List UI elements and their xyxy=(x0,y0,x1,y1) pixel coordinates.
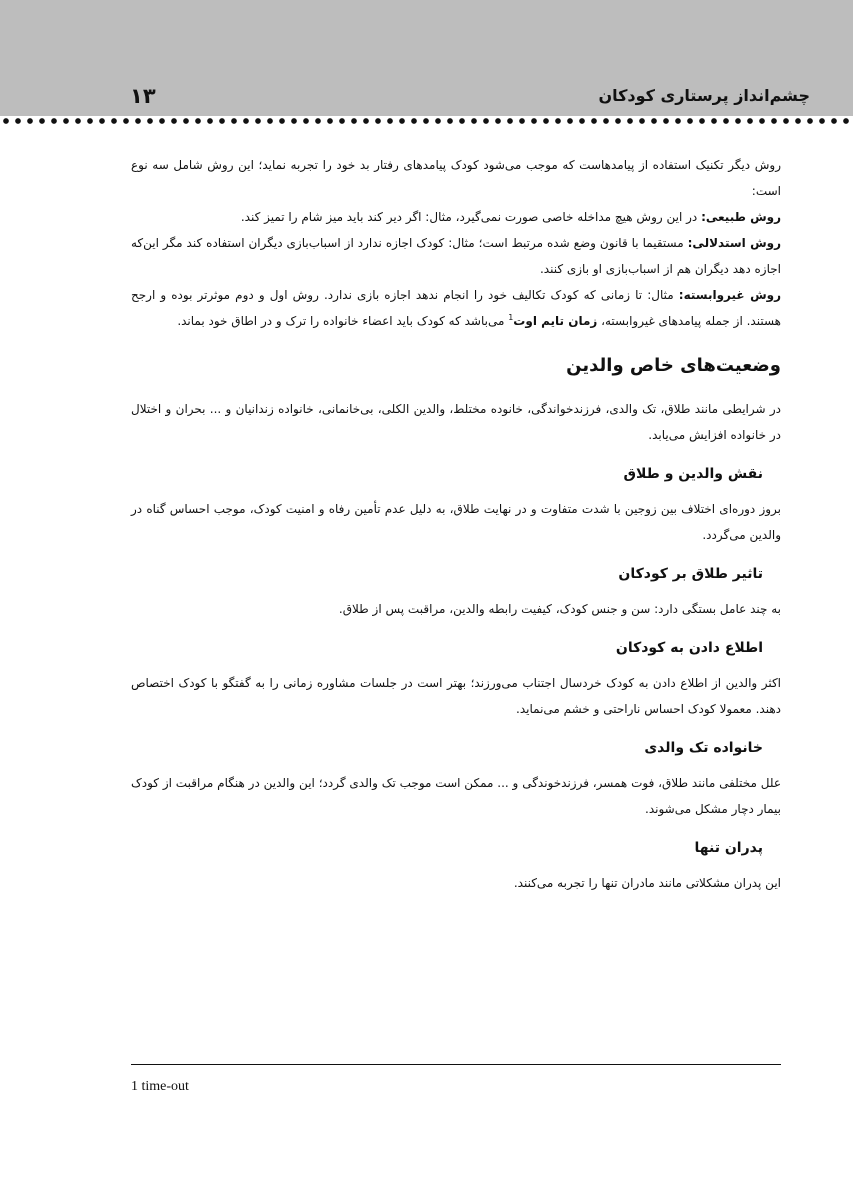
book-title: چشم‌انداز پرستاری کودکان xyxy=(598,86,810,105)
natural-method-term: روش طبیعی: xyxy=(701,210,781,224)
special-situations-paragraph: در شرایطی مانند طلاق، تک والدی، فرزندخواندگی، خانوده مختلط، والدین الکلی، بی‌خانمانی، خانواده زندانیان و ... بحران و اختلال در خانواده افزایش می‌یابد. xyxy=(131,402,781,442)
unrelated-method-term: روش غیروابسته: xyxy=(678,288,782,302)
unrelated-method-text-end: می‌باشد که کودک باید اعضاء خانواده را ترک و در اطاق خود بماند. xyxy=(177,314,509,328)
divorce-heading: نقش والدین و طلاق xyxy=(623,466,763,482)
divorce-effect-heading: تاثیر طلاق بر کودکان xyxy=(618,566,763,582)
single-fathers-heading: پدران تنها xyxy=(694,840,763,856)
timeout-term: زمان تایم اوت xyxy=(513,314,598,328)
divorce-paragraph: بروز دوره‌ای اختلاف بین زوجین با شدت متفاوت و در نهایت طلاق، به دلیل عدم تأمین رفاه و امنیت کودک، موجب احساس گناه در والدین می‌گردد. xyxy=(131,502,781,542)
informing-children-paragraph: اکثر والدین از اطلاع دادن به کودک خردسال اجتناب می‌ورزند؛ بهتر است در جلسات مشاوره زمانی را به گفتگو با کودک اختصاص دهند. معمولا کودک احساس ناراحتی و خشم می‌نماید. xyxy=(131,676,781,716)
page-number: ۱۳ xyxy=(130,84,156,108)
special-situations-heading: وضعیت‌های خاص والدین xyxy=(566,355,781,376)
informing-children-heading: اطلاع دادن به کودکان xyxy=(615,640,763,656)
single-parent-heading: خانواده تک والدی xyxy=(644,740,763,756)
logical-method-text: مستقیما با قانون وضع شده مرتبط است؛ مثال: کودک اجازه ندارد از اسباب‌بازی دیگران استفاده کند مگر این‌که اجازه دهد دیگران هم از اسباب‌بازی او بازی کنند. xyxy=(131,236,781,276)
divorce-effect-paragraph: به چند عامل بستگی دارد: سن و جنس کودک، کیفیت رابطه والدین، مراقبت پس از طلاق. xyxy=(338,602,781,616)
footnote-marker: 1 xyxy=(508,313,514,322)
single-parent-paragraph: علل مختلفی مانند طلاق، فوت همسر، فرزندخوندگی و ... ممکن است موجب تک والدی گردد؛ این والدین در هنگام مراقبت از کودک بیمار دچار مشکل می‌شوند. xyxy=(131,776,781,816)
page-body xyxy=(131,152,781,896)
footnote: 1 time-out xyxy=(131,1079,189,1094)
unrelated-method-paragraph xyxy=(131,282,781,334)
single-fathers-paragraph: این پدران مشکلاتی مانند مادران تنها را تجربه می‌کنند. xyxy=(513,876,781,890)
natural-method-paragraph xyxy=(131,204,781,230)
logical-method-term: روش استدلالی: xyxy=(687,236,782,250)
footnote-divider xyxy=(131,1064,781,1065)
intro-paragraph: روش دیگر تکنیک استفاده از پیامدهاست که موجب می‌شود کودک پیامدهای رفتار بد خود را تجربه نماید؛ این روش شامل سه نوع است: xyxy=(131,158,781,198)
natural-method-text: در این روش هیچ مداخله خاصی صورت نمی‌گیرد، مثال: اگر دیر کند باید میز شام را تمیز کند. xyxy=(240,210,702,224)
logical-method-paragraph xyxy=(131,230,781,282)
page-header xyxy=(0,0,853,116)
dotted-divider xyxy=(0,116,853,126)
unrelated-method-text: مثال: تا زمانی که کودک تکالیف خود را انجام ندهد اجازه بازی ندارد. روش اول و دوم موثرتر بوده و ارجح هستند. از جمله پیامدهای غیروابسته، xyxy=(131,288,781,328)
